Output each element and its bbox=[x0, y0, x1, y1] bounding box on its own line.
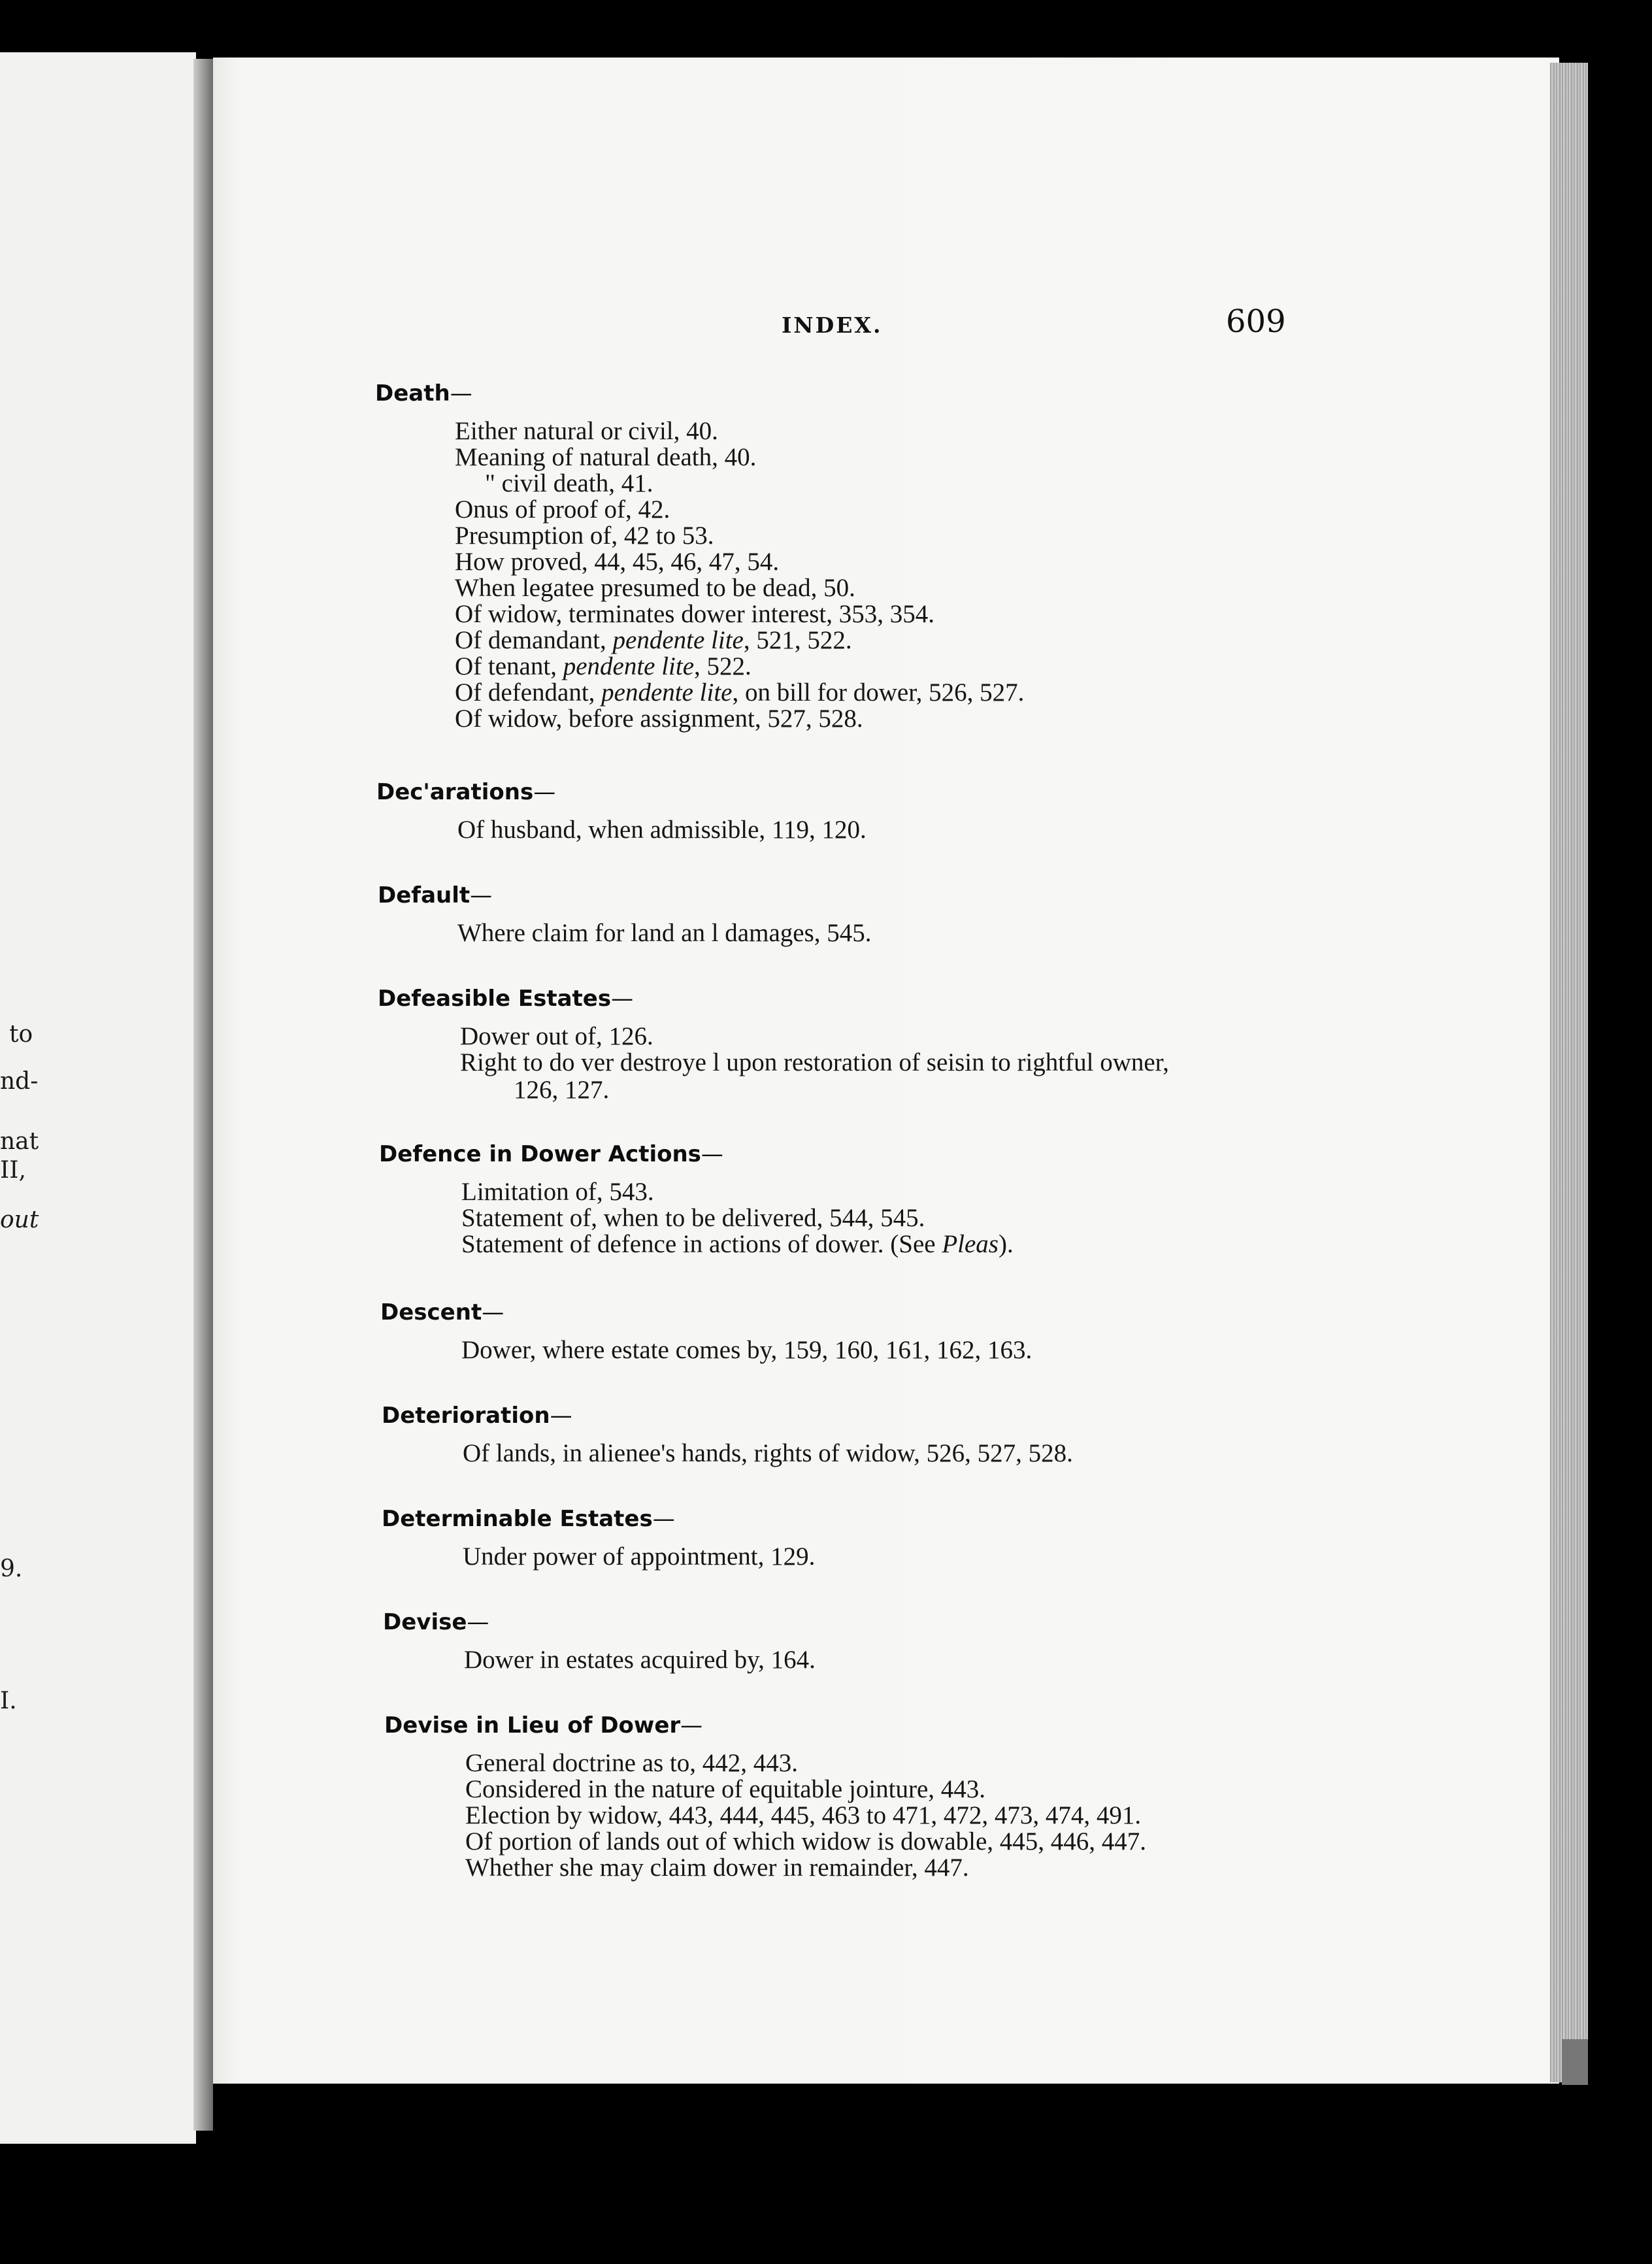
entry-line: Considered in the nature of equitable jointure, 443. bbox=[465, 1775, 986, 1803]
entry-line: Of defendant, pendente lite, on bill for dower, 526, 527. bbox=[455, 678, 1025, 707]
entry-line: Onus of proof of, 42. bbox=[455, 495, 670, 524]
entry-heading: Default— bbox=[378, 882, 493, 908]
entry-line: Of widow, terminates dower interest, 353, 354. bbox=[455, 600, 934, 628]
left-margin-fragment: I. bbox=[0, 1688, 17, 1714]
entry-line: Under power of appointment, 129. bbox=[463, 1542, 816, 1571]
left-margin-fragment: nat bbox=[0, 1128, 39, 1155]
entry-line: Of lands, in alienee's hands, rights of widow, 526, 527, 528. bbox=[463, 1439, 1073, 1467]
entry-line: Dower in estates acquired by, 164. bbox=[464, 1646, 816, 1674]
left-margin-fragment: II, bbox=[0, 1157, 26, 1184]
entry-line: General doctrine as to, 442, 443. bbox=[465, 1749, 799, 1777]
running-head: INDEX. bbox=[782, 312, 883, 338]
entry-line: Of tenant, pendente lite, 522. bbox=[455, 652, 752, 680]
entry-heading: Descent— bbox=[380, 1299, 504, 1325]
entry-line: Dower, where estate comes by, 159, 160, 161, 162, 163. bbox=[461, 1336, 1032, 1364]
entry-line: Limitation of, 543. bbox=[461, 1178, 654, 1206]
entry-line: Either natural or civil, 40. bbox=[455, 417, 718, 445]
entry-line: Election by widow, 443, 444, 445, 463 to 471, 472, 473, 474, 491. bbox=[465, 1801, 1142, 1829]
entry-line: Where claim for land an l damages, 545. bbox=[457, 919, 872, 947]
left-margin-fragment: out bbox=[0, 1207, 39, 1233]
entry-line: Of widow, before assignment, 527, 528. bbox=[455, 705, 863, 733]
entry-line: How proved, 44, 45, 46, 47, 54. bbox=[455, 548, 780, 576]
book-gutter bbox=[193, 59, 213, 2131]
entry-heading: Devise— bbox=[383, 1609, 489, 1635]
entry-line: Statement of, when to be delivered, 544, 545. bbox=[461, 1204, 925, 1232]
entry-heading: Defence in Dower Actions— bbox=[379, 1141, 723, 1167]
entry-line: Dower out of, 126. bbox=[460, 1022, 653, 1050]
entry-line: Of husband, when admissible, 119, 120. bbox=[457, 816, 867, 844]
entry-heading: Deterioration— bbox=[382, 1403, 572, 1429]
entry-line: Right to do ver destroye l upon restoration of seisin to rightful owner, bbox=[460, 1048, 1169, 1076]
left-margin-fragment: to bbox=[9, 1021, 33, 1048]
entry-line: Of demandant, pendente lite, 521, 522. bbox=[455, 626, 852, 654]
entry-line: Of portion of lands out of which widow is dowable, 445, 446, 447. bbox=[465, 1827, 1147, 1856]
entry-heading: Death— bbox=[375, 380, 472, 407]
entry-line: Meaning of natural death, 40. bbox=[455, 443, 757, 471]
page-edges bbox=[1550, 63, 1588, 2082]
entry-line: 126, 127. bbox=[514, 1076, 610, 1104]
left-facing-page bbox=[0, 52, 196, 2144]
entry-line: " civil death, 41. bbox=[485, 469, 653, 497]
entry-line: Statement of defence in actions of dower. (See Pleas). bbox=[461, 1230, 1014, 1258]
entry-line: Whether she may claim dower in remainder, 447. bbox=[465, 1854, 969, 1882]
entry-heading: Determinable Estates— bbox=[382, 1506, 675, 1532]
page-number: 609 bbox=[1226, 303, 1286, 340]
entry-line: When legatee presumed to be dead, 50. bbox=[455, 574, 855, 602]
entry-heading: Dec'arations— bbox=[376, 779, 556, 805]
left-margin-fragment: nd- bbox=[0, 1068, 39, 1095]
entry-heading: Devise in Lieu of Dower— bbox=[384, 1712, 703, 1739]
entry-line: Presumption of, 42 to 53. bbox=[455, 522, 714, 550]
page-edge-shadow bbox=[1562, 2039, 1588, 2085]
entry-heading: Defeasible Estates— bbox=[378, 986, 634, 1012]
left-margin-fragment: 9. bbox=[0, 1556, 23, 1582]
